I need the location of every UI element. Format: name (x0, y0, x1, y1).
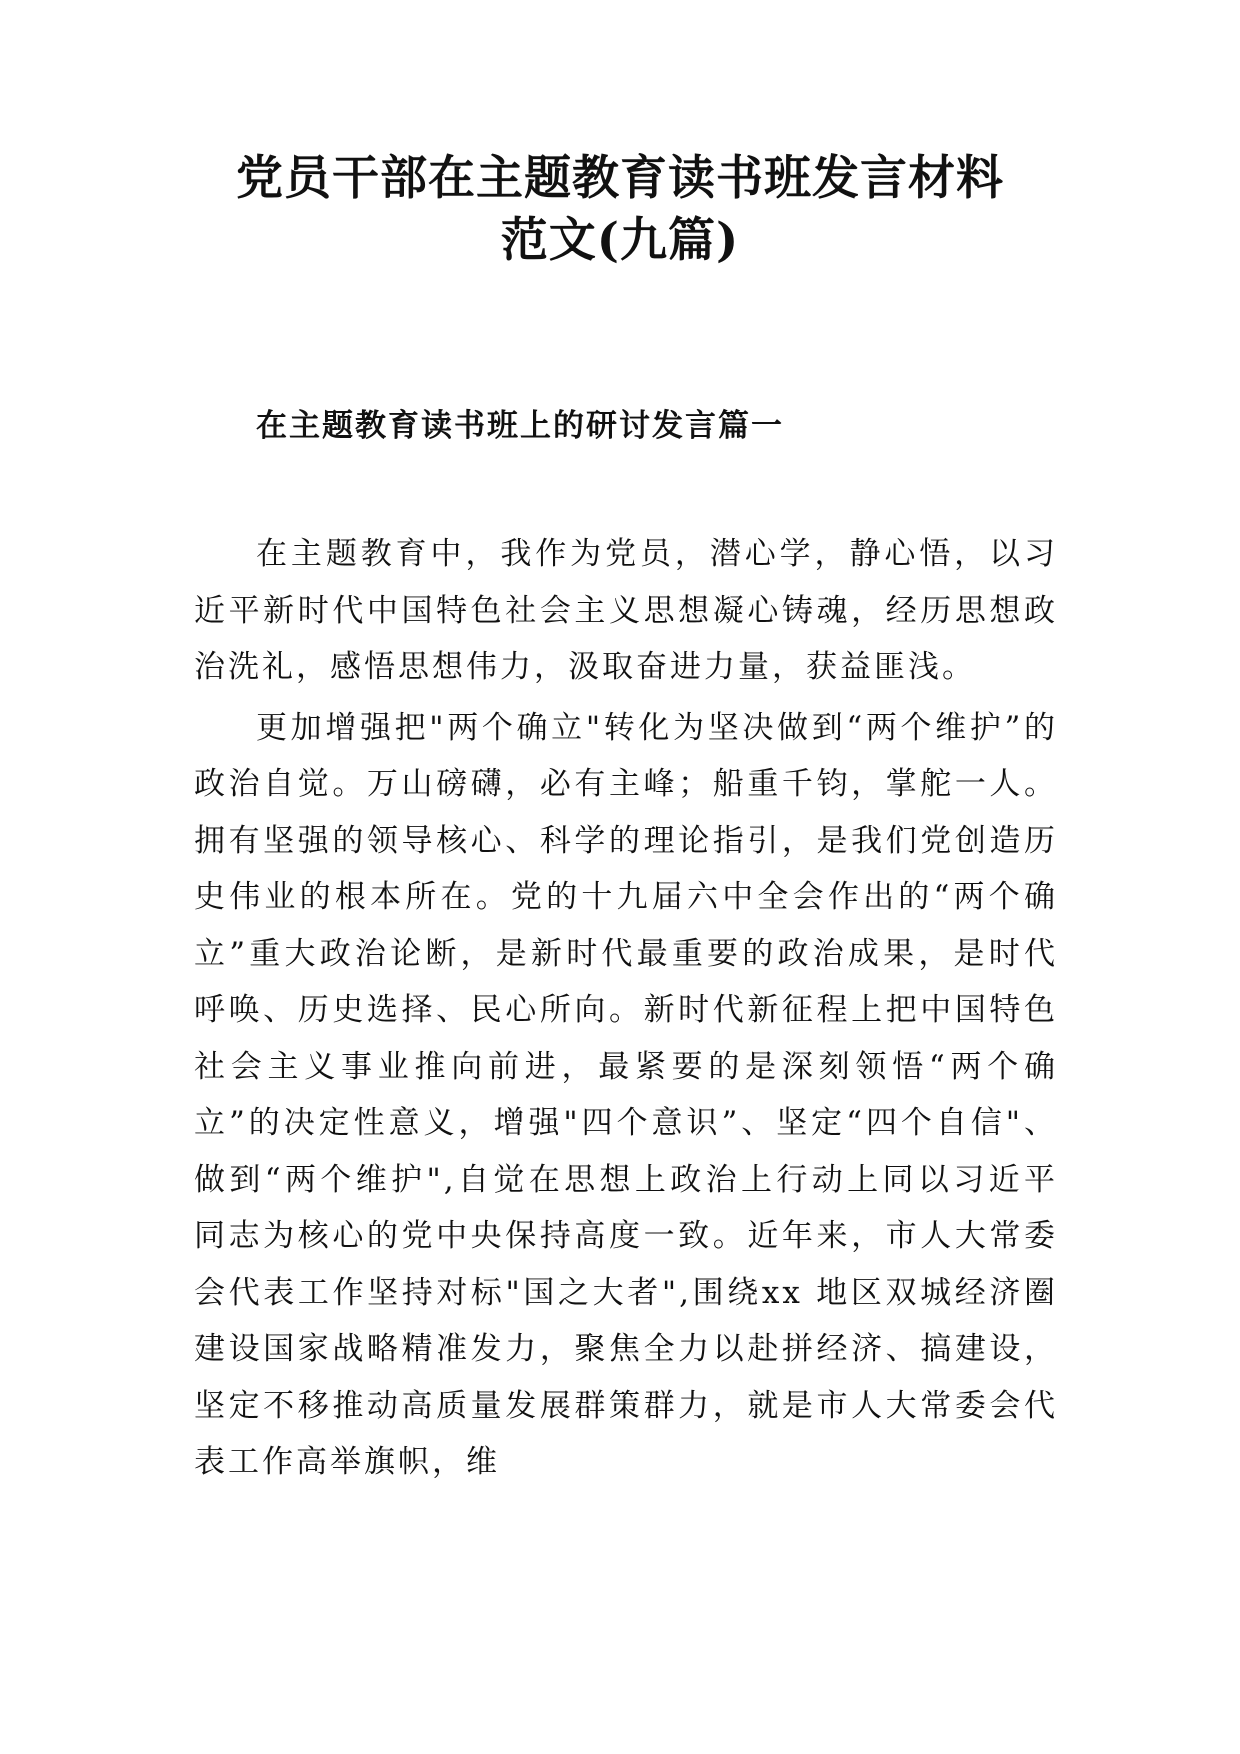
section-heading: 在主题教育读书班上的研讨发言篇一 (256, 408, 784, 444)
title-line-2: 范文(九篇) (500, 213, 740, 268)
title-line-1: 党员干部在主题教育读书班发言材料 (236, 151, 1004, 206)
paragraph-1: 在主题教育中，我作为党员，潜心学，静心悟，以习近平新时代中国特色社会主义思想凝心铸魂，经历思想政治洗礼，感悟思想伟力，汲取奋进力量，获益匪浅。 (194, 536, 1058, 685)
paragraph-2: 更加增强把"两个确立"转化为坚决做到“两个维护”的政治自觉。万山磅礴，必有主峰；船重千钧，掌舵一人。拥有坚强的领导核心、科学的理论指引，是我们党创造历史伟业的根本所在。党的十九届六中全会作出的“两个确立”重大政治论断，是新时代最重要的政治成果，是时代呼唤、历史选择、民心所向。新时代新征程上把中国特色社会主义事业推向前进，最紧要的是深刻领悟“两个确立”的决定性意义，增强"四个意识”、坚定“四个自信"、做到“两个维护",自觉在思想上政治上行动上同以习近平同志为核心的党中央保持高度一致。近年来，市人大常委会代表工作坚持对标"国之大者",围绕xx 地区双城经济圈建设国家战略精准发力，聚焦全力以赴拼经济、搞建设，坚定不移推动高质量发展群策群力，就是市人大常委会代表工作高举旗帜，维 (194, 709, 1058, 1480)
body-text (194, 526, 1058, 1495)
document-title (0, 148, 1240, 272)
